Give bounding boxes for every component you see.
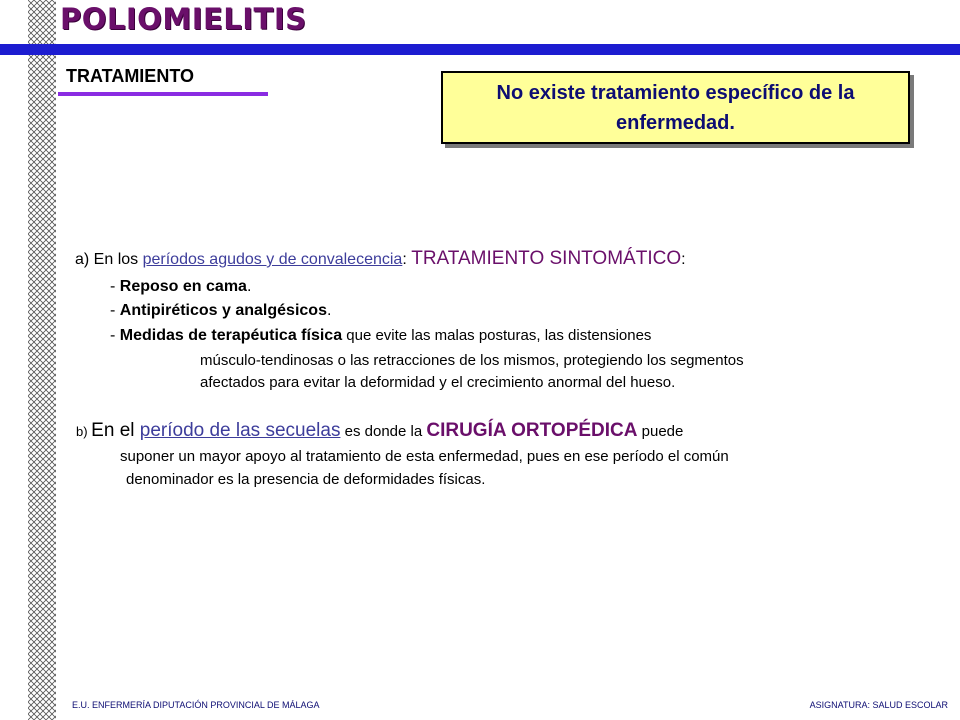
bullet-dash: - (110, 327, 120, 344)
bullet-bold-text: Medidas de terapéutica física (119, 327, 343, 344)
item-a-emphasis: TRATAMIENTO SINTOMÁTICO (411, 248, 682, 269)
bullet-dash: - (110, 302, 120, 319)
continuation-line: suponer un mayor apoyo al tratamiento de esta enfermedad, pues en ese período el común (120, 448, 729, 465)
item-b-emphasis: CIRUGÍA ORTOPÉDICA (426, 420, 638, 441)
item-a-prefix: a) En los (75, 251, 143, 268)
item-b-heading (76, 420, 683, 442)
bullet-rest-text: que evite las malas posturas, las distensiones (342, 327, 652, 344)
bullet-bold-text: Reposo en cama (119, 278, 247, 295)
continuation-line: músculo-tendinosas o las retracciones de los mismos, protegiendo los segmentos (200, 352, 744, 369)
page-title: POLIOMIELITIS (60, 2, 307, 36)
item-a-heading (75, 248, 686, 270)
item-b-label: b) (76, 424, 92, 439)
item-b-suffix: puede (637, 423, 684, 440)
notice-box (441, 71, 910, 144)
footer-left: E.U. ENFERMERÍA DIPUTACIÓN PROVINCIAL DE MÁLAGA (72, 700, 320, 710)
item-b-intro: En el (91, 420, 140, 441)
item-a-colon: : (402, 251, 412, 268)
list-item (110, 278, 251, 296)
bullet-rest-text: . (246, 278, 252, 295)
notice-text: No existe tratamiento específico de la enfermedad. (496, 81, 855, 134)
bullet-dash: - (110, 278, 120, 295)
header-rule (0, 44, 960, 55)
item-a-suffix: : (681, 251, 686, 268)
crosshatch-border (28, 0, 56, 720)
continuation-line: afectados para evitar la deformidad y el crecimiento anormal del hueso. (200, 374, 676, 391)
list-item (110, 327, 651, 345)
bullet-rest-text: . (326, 302, 332, 319)
item-a-link[interactable]: períodos agudos y de convalecencia (142, 251, 403, 268)
continuation-line: denominador es la presencia de deformidades físicas. (126, 471, 486, 488)
list-item (110, 302, 331, 320)
footer-right: ASIGNATURA: SALUD ESCOLAR (809, 700, 948, 710)
section-title: TRATAMIENTO (66, 66, 194, 86)
section-underline (58, 92, 268, 96)
bullet-bold-text: Antipiréticos y analgésicos (119, 302, 327, 319)
item-b-middle: es donde la (340, 423, 427, 440)
item-b-link[interactable]: período de las secuelas (139, 420, 341, 441)
